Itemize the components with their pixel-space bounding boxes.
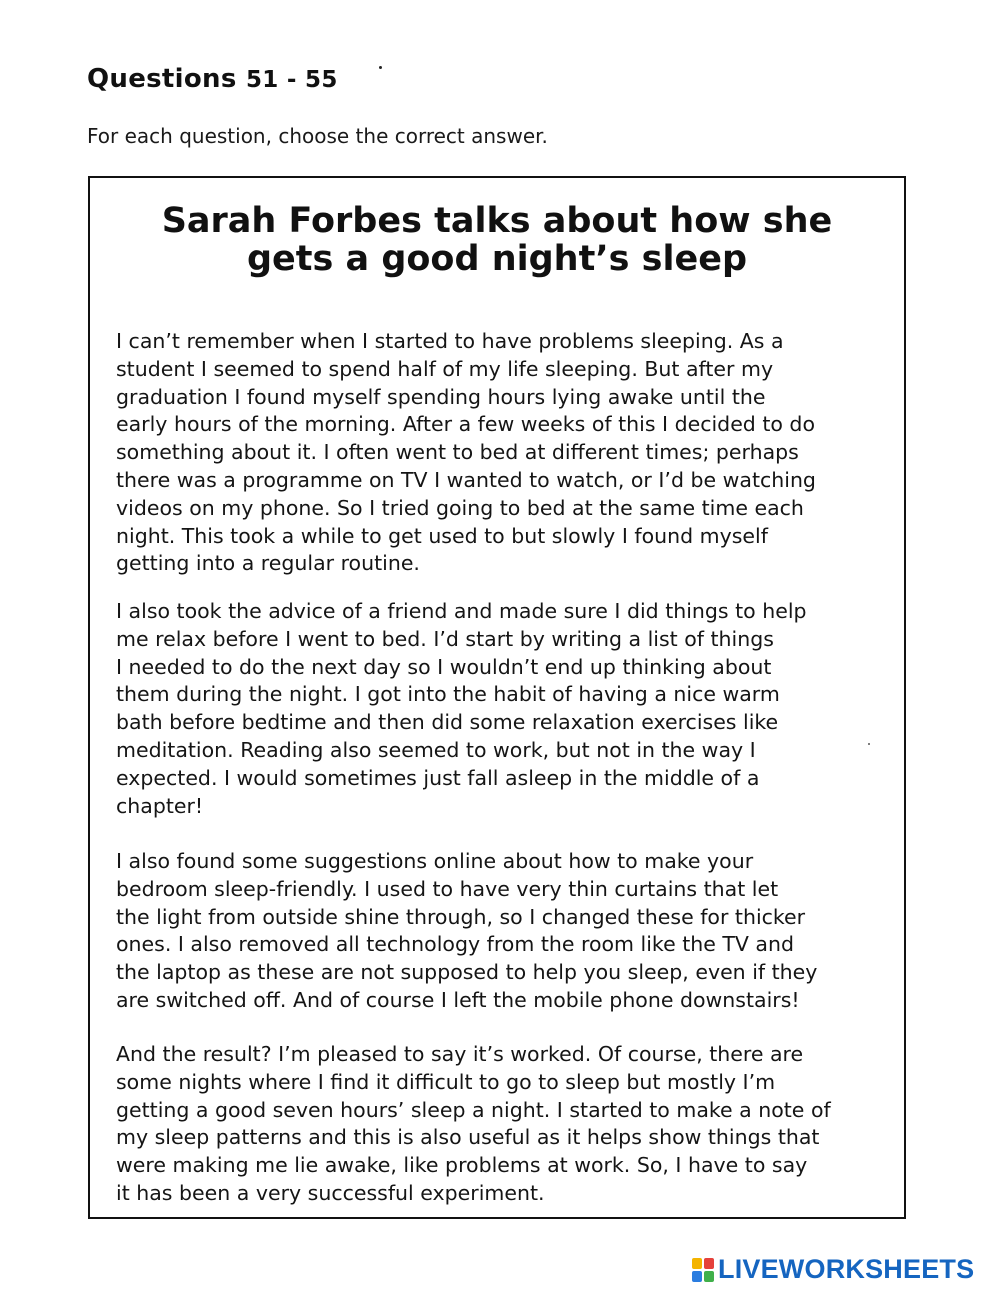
liveworksheets-logo[interactable]	[692, 1254, 974, 1285]
liveworksheets-logo-icon	[692, 1258, 714, 1282]
instruction-text: For each question, choose the correct answer.	[87, 124, 548, 148]
article-paragraph-4: And the result? I’m pleased to say it’s worked. Of course, there are some nights where I find it difficult to go to sleep but mostly I’m getting a good seven hours’ sleep a night. I started to make a note of my sleep patterns and this is also useful as it helps show things that were making me lie awake, like problems at work. So, I have to say it has been a very successful experiment.	[116, 1042, 831, 1205]
questions-heading-label: Questions	[87, 64, 237, 94]
article-paragraph-2: I also took the advice of a friend and made sure I did things to help me relax before I went to bed. I’d start by writing a list of things I needed to do the next day so I wouldn’t end up thinking about them during the night. I got into the habit of having a nice warm bath before bedtime and then did some relaxation exercises like meditation. Reading also seemed to work, but not in the way I expected. I would sometimes just fall asleep in the middle of a chapter!	[116, 599, 807, 818]
stray-mark	[379, 66, 382, 69]
article-paragraph-1: I can’t remember when I started to have problems sleeping. As a student I seemed to spend half of my life sleeping. But after my graduation I found myself spending hours lying awake until the early hours of the morning. After a few weeks of this I decided to do something about it. I often went to bed at different times; perhaps there was a programme on TV I wanted to watch, or I’d be watching videos on my phone. So I tried going to bed at the same time each night. This took a while to get used to but slowly I found myself getting into a regular routine.	[116, 329, 816, 576]
questions-heading-range: 51 - 55	[245, 67, 338, 93]
article-title: Sarah Forbes talks about how she gets a good night’s sleep	[161, 201, 833, 279]
questions-heading	[87, 64, 338, 94]
article-box	[88, 176, 906, 1219]
article-paragraph-3: I also found some suggestions online about how to make your bedroom sleep-friendly. I used to have very thin curtains that let the light from outside shine through, so I changed these for thicker ones. I also removed all technology from the room like the TV and the laptop as these are not supposed to help you sleep, even if they are switched off. And of course I left the mobile phone downstairs!	[116, 849, 818, 1012]
logo-text: LIVEWORKSHEETS	[718, 1254, 975, 1284]
